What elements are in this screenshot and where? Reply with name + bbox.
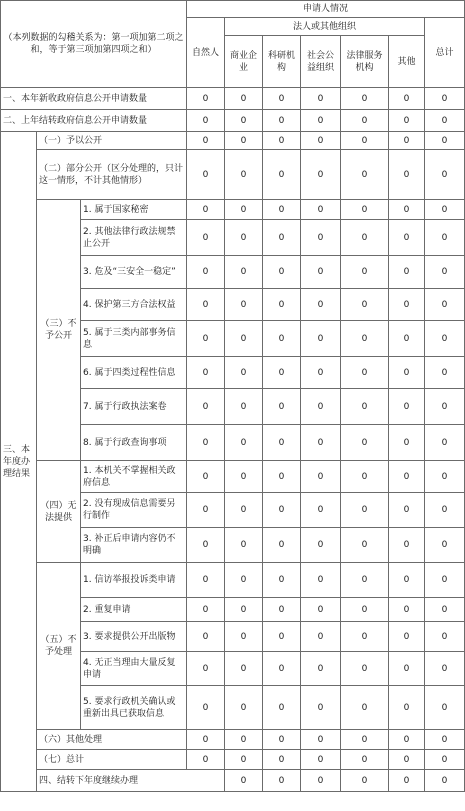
cell-value: 0 — [301, 256, 341, 289]
cell-value: 0 — [389, 652, 425, 686]
cell-value: 0 — [187, 132, 225, 150]
table-row — [1, 200, 465, 220]
group-four-label: （四）无法提供 — [37, 461, 81, 563]
cell-value: 0 — [263, 289, 301, 321]
cell-value: 0 — [389, 750, 425, 770]
cell-value: 0 — [225, 389, 263, 425]
cell-value: 0 — [263, 150, 301, 200]
cell-value: 0 — [225, 622, 263, 652]
row-label: 8. 属于行政查询事项 — [81, 425, 187, 461]
cell-value: 0 — [425, 622, 465, 652]
cell-value: 0 — [187, 750, 225, 770]
cell-value: 0 — [301, 200, 341, 220]
cell-value: 0 — [341, 389, 389, 425]
cell-value: 0 — [341, 425, 389, 461]
total-header: 总计 — [425, 18, 465, 88]
table-row — [1, 110, 465, 132]
cell-value: 0 — [263, 389, 301, 425]
cell-value: 0 — [389, 357, 425, 389]
cell-value: 0 — [389, 132, 425, 150]
cell-value: 0 — [263, 256, 301, 289]
cell-value: 0 — [263, 750, 301, 770]
row-label: （二）部分公开（区分处理的，只计这一情形，不计其他情形） — [37, 150, 187, 200]
cell-value: 0 — [341, 256, 389, 289]
cell-value: 0 — [225, 493, 263, 528]
cell-value: 0 — [389, 389, 425, 425]
cell-value: 0 — [301, 220, 341, 256]
cell-value: 0 — [225, 770, 263, 792]
cell-value: 0 — [187, 256, 225, 289]
cell-value: 0 — [187, 150, 225, 200]
cell-value: 0 — [301, 321, 341, 357]
cell-value: 0 — [389, 289, 425, 321]
row-label: 1. 属于国家秘密 — [81, 200, 187, 220]
cell-value: 0 — [225, 200, 263, 220]
cell-value: 0 — [225, 88, 263, 110]
cell-value: 0 — [389, 150, 425, 200]
cell-value: 0 — [389, 256, 425, 289]
row-label: 3. 要求提供公开出版物 — [81, 622, 187, 652]
legal-group-header: 法人或其他组织 — [225, 18, 425, 36]
cell-value: 0 — [301, 88, 341, 110]
cell-value: 0 — [187, 289, 225, 321]
cell-value: 0 — [187, 461, 225, 493]
cell-value: 0 — [425, 110, 465, 132]
table-row — [1, 750, 465, 770]
cell-value: 0 — [389, 730, 425, 750]
row-label: （一）予以公开 — [37, 132, 187, 150]
cell-value: 0 — [187, 598, 225, 622]
cell-value: 0 — [301, 598, 341, 622]
cell-value: 0 — [425, 357, 465, 389]
cell-value: 0 — [341, 652, 389, 686]
cell-value: 0 — [225, 750, 263, 770]
cell-value: 0 — [263, 770, 301, 792]
table-row — [1, 563, 465, 598]
cell-value: 0 — [225, 730, 263, 750]
cell-value: 0 — [341, 563, 389, 598]
cell-value: 0 — [425, 493, 465, 528]
cell-value: 0 — [389, 493, 425, 528]
cell-value: 0 — [341, 686, 389, 730]
cell-value: 0 — [301, 686, 341, 730]
cell-value: 0 — [389, 200, 425, 220]
row-label: 6. 属于四类过程性信息 — [81, 357, 187, 389]
cell-value: 0 — [225, 425, 263, 461]
table-row — [1, 132, 465, 150]
cell-value: 0 — [187, 321, 225, 357]
cell-value: 0 — [225, 132, 263, 150]
cell-value: 0 — [425, 563, 465, 598]
row-label: 4. 保护第三方合法权益 — [81, 289, 187, 321]
cell-value: 0 — [263, 461, 301, 493]
cell-value: 0 — [341, 132, 389, 150]
cell-value: 0 — [301, 493, 341, 528]
cell-value: 0 — [263, 200, 301, 220]
cell-value: 0 — [187, 200, 225, 220]
cell-value: 0 — [263, 598, 301, 622]
cell-value: 0 — [263, 622, 301, 652]
cell-value: 0 — [301, 622, 341, 652]
cell-value: 0 — [301, 563, 341, 598]
cell-value: 0 — [341, 220, 389, 256]
cell-value: 0 — [389, 425, 425, 461]
cell-value: 0 — [225, 461, 263, 493]
cell-value: 0 — [341, 150, 389, 200]
cell-value: 0 — [263, 220, 301, 256]
cell-value: 0 — [389, 622, 425, 652]
cell-value: 0 — [389, 321, 425, 357]
social-header: 社会公益组织 — [301, 36, 341, 88]
row-label: 四、结转下年度继续办理 — [37, 770, 225, 792]
cell-value: 0 — [425, 256, 465, 289]
row-label: （七）总计 — [37, 750, 187, 770]
cell-value: 0 — [187, 110, 225, 132]
row-label: 1. 本机关不掌握相关政府信息 — [81, 461, 187, 493]
cell-value: 0 — [263, 110, 301, 132]
cell-value: 0 — [301, 730, 341, 750]
cell-value: 0 — [389, 563, 425, 598]
cell-value: 0 — [263, 730, 301, 750]
cell-value: 0 — [187, 220, 225, 256]
cell-value: 0 — [389, 528, 425, 563]
commercial-header: 商业企业 — [225, 36, 263, 88]
cell-value: 0 — [341, 622, 389, 652]
cell-value: 0 — [225, 357, 263, 389]
cell-value: 0 — [225, 321, 263, 357]
cell-value: 0 — [389, 686, 425, 730]
cell-value: 0 — [225, 289, 263, 321]
cell-value: 0 — [341, 289, 389, 321]
group-three-label: （三）不予公开 — [37, 200, 81, 461]
row-label: 3. 补正后申请内容仍不明确 — [81, 528, 187, 563]
row-label: 2. 重复申请 — [81, 598, 187, 622]
cell-value: 0 — [389, 110, 425, 132]
section-three-label: 三、本年度办理结果 — [1, 132, 37, 792]
cell-value: 0 — [187, 730, 225, 750]
cell-value: 0 — [187, 389, 225, 425]
cell-value: 0 — [263, 686, 301, 730]
cell-value: 0 — [425, 220, 465, 256]
row-label: 2. 其他法律行政法规禁止公开 — [81, 220, 187, 256]
row-label: 5. 要求行政机关确认或重新出具已获取信息 — [81, 686, 187, 730]
cell-value: 0 — [425, 321, 465, 357]
cell-value: 0 — [301, 528, 341, 563]
cell-value: 0 — [341, 770, 389, 792]
cell-value: 0 — [425, 132, 465, 150]
cell-value: 0 — [389, 598, 425, 622]
cell-value: 0 — [263, 321, 301, 357]
cell-value: 0 — [389, 88, 425, 110]
cell-value: 0 — [341, 110, 389, 132]
cell-value: 0 — [425, 598, 465, 622]
cell-value: 0 — [263, 357, 301, 389]
cell-value: 0 — [341, 200, 389, 220]
cell-value: 0 — [225, 150, 263, 200]
cell-value: 0 — [425, 200, 465, 220]
cell-value: 0 — [263, 425, 301, 461]
table-row — [1, 88, 465, 110]
cell-value: 0 — [187, 88, 225, 110]
cell-value: 0 — [301, 652, 341, 686]
header-caption: （本列数据的勾稽关系为：第一项加第二项之和，等于第三项加第四项之和） — [1, 1, 187, 88]
cell-value: 0 — [425, 88, 465, 110]
applicant-header: 申请人情况 — [187, 1, 465, 18]
row-label: 1. 信访举报投诉类申请 — [81, 563, 187, 598]
cell-value: 0 — [187, 528, 225, 563]
cell-value: 0 — [187, 622, 225, 652]
cell-value: 0 — [301, 770, 341, 792]
cell-value: 0 — [225, 256, 263, 289]
row-label: （六）其他处理 — [37, 730, 187, 750]
cell-value: 0 — [225, 563, 263, 598]
row-label: 2. 没有现成信息需要另行制作 — [81, 493, 187, 528]
row-label: 二、上年结转政府信息公开申请数量 — [1, 110, 187, 132]
cell-value: 0 — [301, 110, 341, 132]
cell-value: 0 — [425, 528, 465, 563]
table-row — [1, 770, 465, 792]
cell-value: 0 — [301, 750, 341, 770]
cell-value: 0 — [425, 770, 465, 792]
cell-value: 0 — [341, 321, 389, 357]
row-label: 7. 属于行政执法案卷 — [81, 389, 187, 425]
natural-person-header: 自然人 — [187, 18, 225, 88]
cell-value: 0 — [263, 132, 301, 150]
cell-value: 0 — [425, 461, 465, 493]
cell-value: 0 — [263, 563, 301, 598]
cell-value: 0 — [301, 132, 341, 150]
row-label: 一、本年新收政府信息公开申请数量 — [1, 88, 187, 110]
cell-value: 0 — [263, 493, 301, 528]
cell-value: 0 — [425, 389, 465, 425]
research-header: 科研机构 — [263, 36, 301, 88]
cell-value: 0 — [187, 563, 225, 598]
header-row-1 — [1, 1, 465, 18]
cell-value: 0 — [263, 528, 301, 563]
cell-value: 0 — [341, 461, 389, 493]
cell-value: 0 — [301, 289, 341, 321]
cell-value: 0 — [225, 220, 263, 256]
cell-value: 0 — [341, 357, 389, 389]
cell-value: 0 — [301, 389, 341, 425]
cell-value: 0 — [187, 493, 225, 528]
cell-value: 0 — [341, 730, 389, 750]
cell-value: 0 — [425, 652, 465, 686]
cell-value: 0 — [187, 652, 225, 686]
cell-value: 0 — [225, 652, 263, 686]
cell-value: 0 — [341, 88, 389, 110]
table-row — [1, 461, 465, 493]
cell-value: 0 — [425, 686, 465, 730]
row-label: 3. 危及“三安全一稳定” — [81, 256, 187, 289]
cell-value: 0 — [425, 730, 465, 750]
table-row — [1, 150, 465, 200]
cell-value: 0 — [425, 289, 465, 321]
table-row — [1, 730, 465, 750]
cell-value: 0 — [301, 357, 341, 389]
cell-value: 0 — [425, 150, 465, 200]
cell-value: 0 — [225, 110, 263, 132]
cell-value: 0 — [425, 425, 465, 461]
cell-value: 0 — [225, 528, 263, 563]
cell-value: 0 — [225, 598, 263, 622]
cell-value: 0 — [341, 528, 389, 563]
cell-value: 0 — [341, 598, 389, 622]
cell-value: 0 — [389, 461, 425, 493]
cell-value: 0 — [187, 425, 225, 461]
cell-value: 0 — [225, 686, 263, 730]
cell-value: 0 — [263, 652, 301, 686]
cell-value: 0 — [187, 357, 225, 389]
cell-value: 0 — [263, 88, 301, 110]
cell-value: 0 — [389, 220, 425, 256]
other-header: 其他 — [389, 36, 425, 88]
cell-value: 0 — [301, 461, 341, 493]
group-five-label: （五）不予处理 — [37, 563, 81, 730]
cell-value: 0 — [341, 493, 389, 528]
cell-value: 0 — [425, 750, 465, 770]
row-label: 5. 属于三类内部事务信息 — [81, 321, 187, 357]
legal-service-header: 法律服务机构 — [341, 36, 389, 88]
cell-value: 0 — [389, 770, 425, 792]
cell-value: 0 — [187, 686, 225, 730]
cell-value: 0 — [301, 425, 341, 461]
row-label: 4. 无正当理由大量反复申请 — [81, 652, 187, 686]
cell-value: 0 — [341, 750, 389, 770]
cell-value: 0 — [301, 150, 341, 200]
